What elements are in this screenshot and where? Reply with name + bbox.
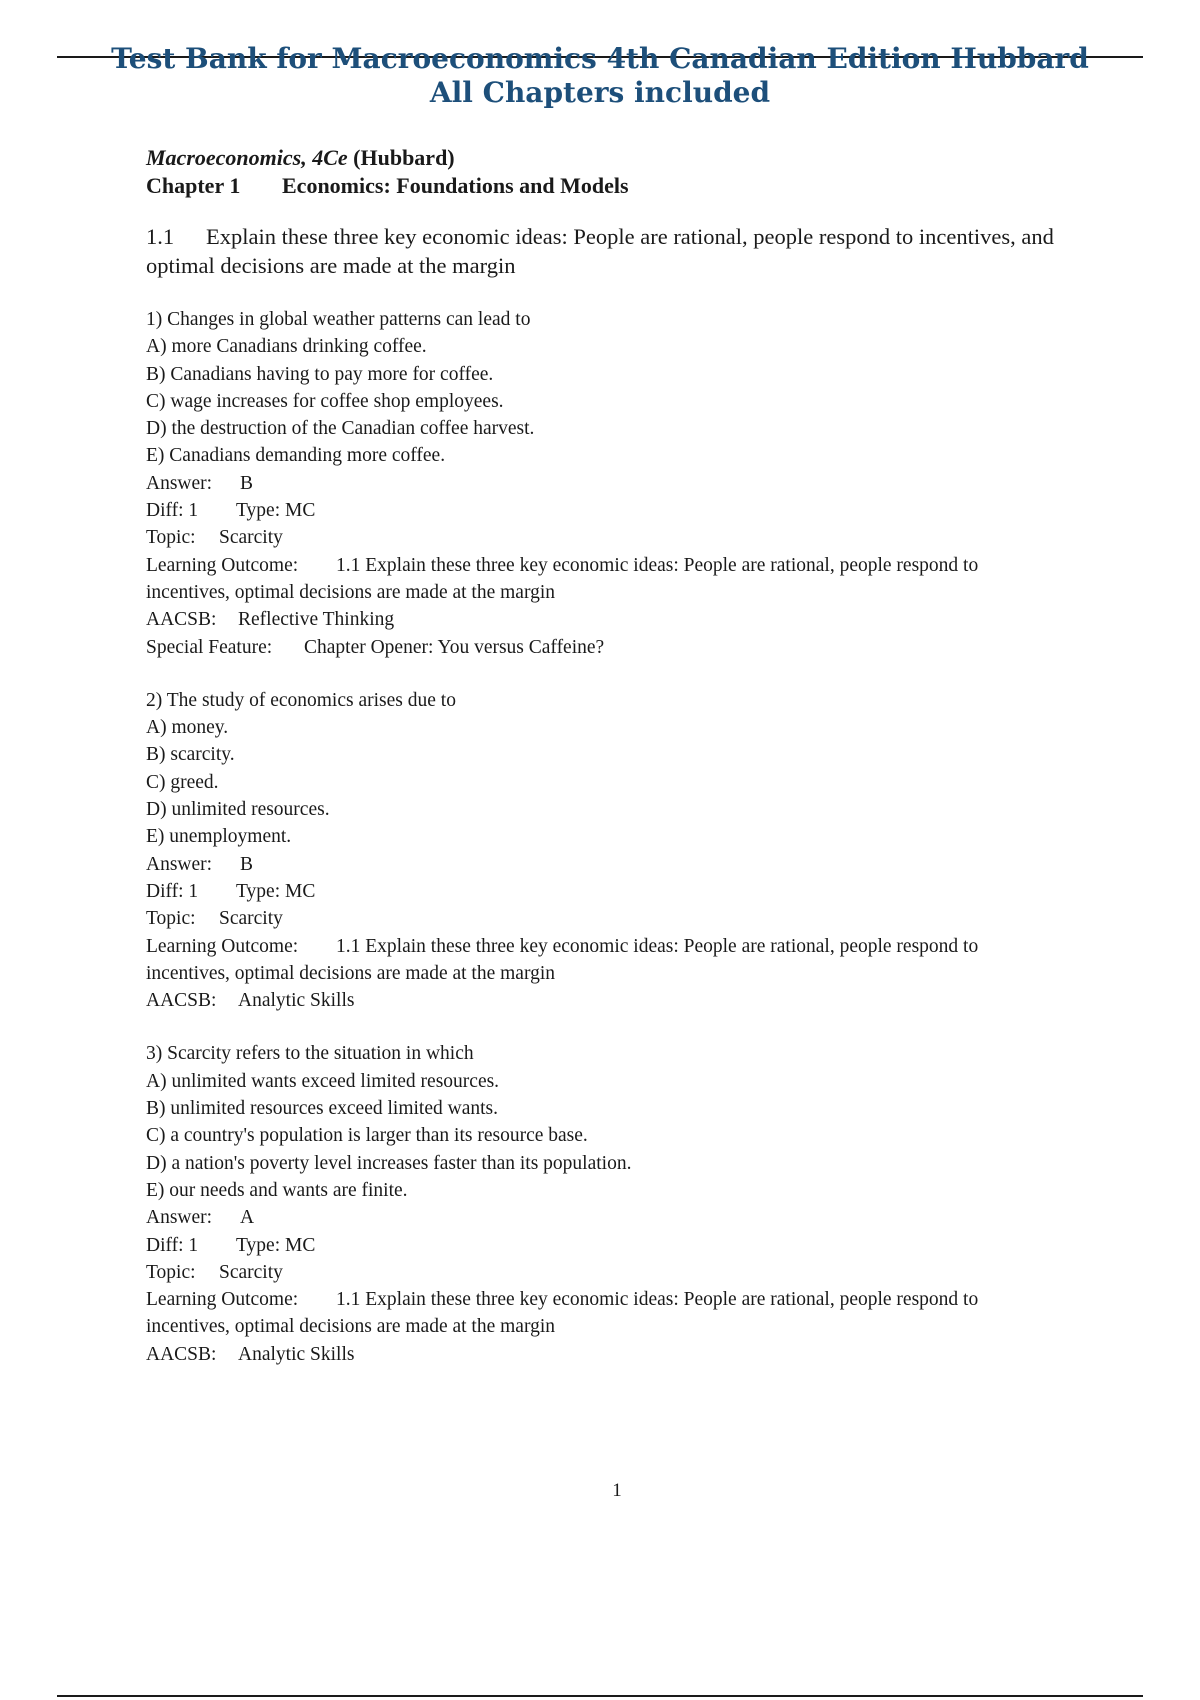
learning-outcome-label: Learning Outcome: xyxy=(146,554,299,576)
chapter-heading xyxy=(146,172,1086,200)
aacsb-line xyxy=(146,987,1086,1014)
question-stem: 1) Changes in global weather patterns can lead to xyxy=(146,309,531,330)
difficulty-label: Diff: 1 xyxy=(146,1234,199,1256)
learning-outcome-label: Learning Outcome: xyxy=(146,1289,299,1311)
option-b: B) unlimited resources exceed limited wants. xyxy=(146,1098,498,1120)
topic-line xyxy=(146,524,1086,551)
option-a: A) more Canadians drinking coffee. xyxy=(146,336,427,358)
option-e: E) unemployment. xyxy=(146,826,292,848)
objective-text: Explain these three key economic ideas: People are rational, people respond to incentives, and optimal decisions are made at the margin xyxy=(146,224,1054,278)
answer-line xyxy=(146,1204,1086,1231)
topic-value: Scarcity xyxy=(219,527,283,549)
learning-outcome-continuation: incentives, optimal decisions are made at the margin xyxy=(146,581,556,603)
type-label: Type: MC xyxy=(236,500,316,522)
question-stem: 3) Scarcity refers to the situation in which xyxy=(146,1043,474,1065)
aacsb-label: AACSB: xyxy=(146,990,217,1012)
learning-outcome-continuation: incentives, optimal decisions are made at the margin xyxy=(146,1316,556,1338)
learning-objective-heading xyxy=(146,222,1086,280)
topic-label: Topic: xyxy=(146,1261,196,1283)
question-stem: 2) The study of economics arises due to xyxy=(146,689,456,711)
special-feature-value: Chapter Opener: You versus Caffeine? xyxy=(304,636,605,658)
answer-label: Answer: xyxy=(146,472,213,494)
aacsb-label: AACSB: xyxy=(146,609,217,631)
learning-outcome-continuation: incentives, optimal decisions are made at the margin xyxy=(146,962,556,984)
answer-label: Answer: xyxy=(146,1207,213,1229)
document-body xyxy=(146,144,1086,1368)
topic-label: Topic: xyxy=(146,527,196,549)
answer-value: B xyxy=(240,472,254,494)
answer-value: A xyxy=(240,1207,255,1229)
topic-line xyxy=(146,905,1086,932)
option-a: A) unlimited wants exceed limited resources. xyxy=(146,1070,500,1092)
option-c: C) wage increases for coffee shop employees. xyxy=(146,390,504,412)
answer-label: Answer: xyxy=(146,853,213,875)
option-a: A) money. xyxy=(146,717,229,739)
learning-outcome-value: 1.1 Explain these three key economic ideas: People are rational, people respond to xyxy=(336,1289,979,1311)
chapter-title: Economics: Foundations and Models xyxy=(282,173,629,198)
topic-line xyxy=(146,1259,1086,1286)
aacsb-value: Reflective Thinking xyxy=(238,609,395,631)
option-c: C) greed. xyxy=(146,771,219,793)
document-title-line-2: All Chapters included xyxy=(429,76,771,109)
question-3 xyxy=(146,1040,1086,1368)
option-e: E) Canadians demanding more coffee. xyxy=(146,445,446,467)
aacsb-value: Analytic Skills xyxy=(238,1343,355,1365)
aacsb-label: AACSB: xyxy=(146,1343,217,1365)
answer-line xyxy=(146,470,1086,497)
special-feature-label: Special Feature: xyxy=(146,636,273,658)
type-label: Type: MC xyxy=(236,880,316,902)
option-b: B) scarcity. xyxy=(146,744,235,766)
special-feature-line xyxy=(146,634,1086,661)
objective-number: 1.1 xyxy=(146,224,175,249)
book-name: Macroeconomics, 4Ce xyxy=(146,145,348,170)
difficulty-label: Diff: 1 xyxy=(146,880,199,902)
document-title-line-1: Test Bank for Macroeconomics 4th Canadian Edition Hubbard xyxy=(111,42,1089,75)
learning-outcome-line xyxy=(146,1286,1086,1313)
question-1 xyxy=(146,306,1086,661)
learning-outcome-label: Learning Outcome: xyxy=(146,935,299,957)
answer-line xyxy=(146,851,1086,878)
type-label: Type: MC xyxy=(236,1234,316,1256)
difficulty-line xyxy=(146,497,1086,524)
document-title xyxy=(0,42,1200,110)
option-d: D) a nation's poverty level increases faster than its population. xyxy=(146,1152,632,1174)
page-number: 1 xyxy=(612,1480,622,1501)
chapter-number: Chapter 1 xyxy=(146,173,241,198)
aacsb-line xyxy=(146,606,1086,633)
answer-value: B xyxy=(240,853,254,875)
question-2 xyxy=(146,687,1086,1015)
aacsb-value: Analytic Skills xyxy=(238,990,355,1012)
learning-outcome-value: 1.1 Explain these three key economic ideas: People are rational, people respond to xyxy=(336,554,979,576)
book-heading xyxy=(146,144,1086,172)
learning-outcome-line xyxy=(146,552,1086,579)
option-c: C) a country's population is larger than its resource base. xyxy=(146,1125,588,1147)
difficulty-line xyxy=(146,878,1086,905)
aacsb-line xyxy=(146,1341,1086,1368)
option-d: D) the destruction of the Canadian coffee harvest. xyxy=(146,418,535,440)
difficulty-line xyxy=(146,1232,1086,1259)
option-d: D) unlimited resources. xyxy=(146,799,330,821)
topic-label: Topic: xyxy=(146,908,196,930)
book-author: (Hubbard) xyxy=(353,145,455,170)
topic-value: Scarcity xyxy=(219,1261,283,1283)
topic-value: Scarcity xyxy=(219,908,283,930)
footer-rule xyxy=(57,1695,1143,1697)
difficulty-label: Diff: 1 xyxy=(146,500,199,522)
learning-outcome-value: 1.1 Explain these three key economic ideas: People are rational, people respond to xyxy=(336,935,979,957)
option-e: E) our needs and wants are finite. xyxy=(146,1179,408,1201)
learning-outcome-line xyxy=(146,933,1086,960)
option-b: B) Canadians having to pay more for coffee. xyxy=(146,363,494,385)
